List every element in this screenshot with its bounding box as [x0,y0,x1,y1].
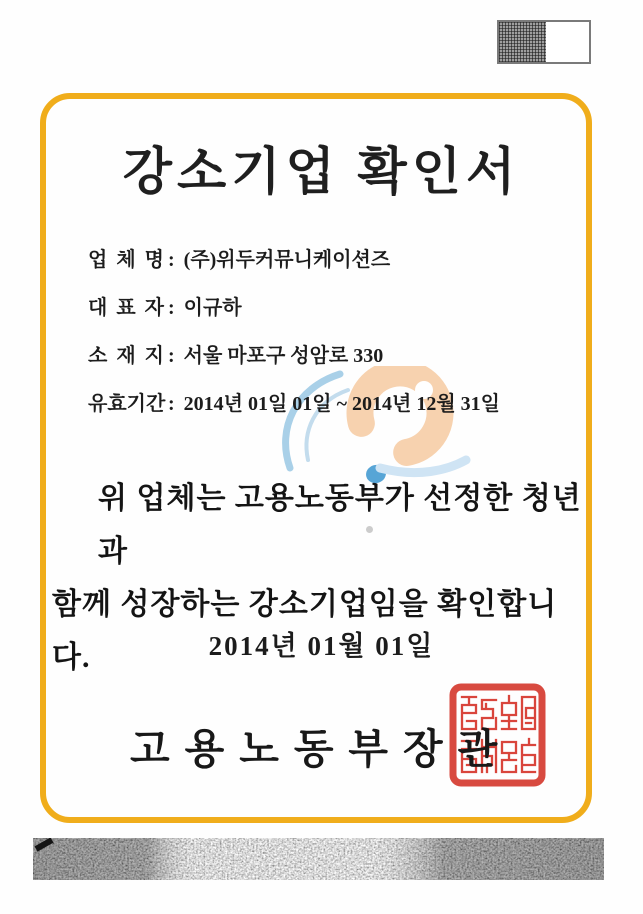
field-company-name [88,249,500,272]
field-value: 2014년 01일 01일 ~ 2014년 12월 31일 [183,393,500,415]
field-colon: : [168,297,175,319]
field-address [88,345,500,368]
field-label: 업 체 명 [88,249,164,271]
scanner-edge-artifact [33,838,604,880]
field-representative [88,297,500,320]
field-value: 이규하 [183,297,242,319]
certificate-title: 강소기업 확인서 [122,145,521,201]
issue-date: 2014년 01월 01일 [208,631,435,661]
field-colon: : [168,345,175,367]
field-label: 유효기간 [88,393,166,415]
field-label: 대 표 자 [88,297,164,319]
field-validity-period [88,393,500,416]
field-colon: : [168,249,175,271]
field-colon: : [168,393,175,415]
certificate-fields [88,249,500,441]
issuer-name: 고용노동부장관 [130,726,513,772]
field-value: (주)위두커뮤니케이션즈 [183,249,391,271]
scan-calibration-patch [497,20,591,64]
calibration-halftone-block [499,22,546,62]
field-label: 소 재 지 [88,345,164,367]
field-value: 서울 마포구 성암로 330 [183,345,384,367]
statement-line-2: 함께 성장하는 강소기업임을 확인합니다. [52,588,558,674]
statement-line-1: 위 업체는 고용노동부가 선정한 청년과 [98,482,582,568]
